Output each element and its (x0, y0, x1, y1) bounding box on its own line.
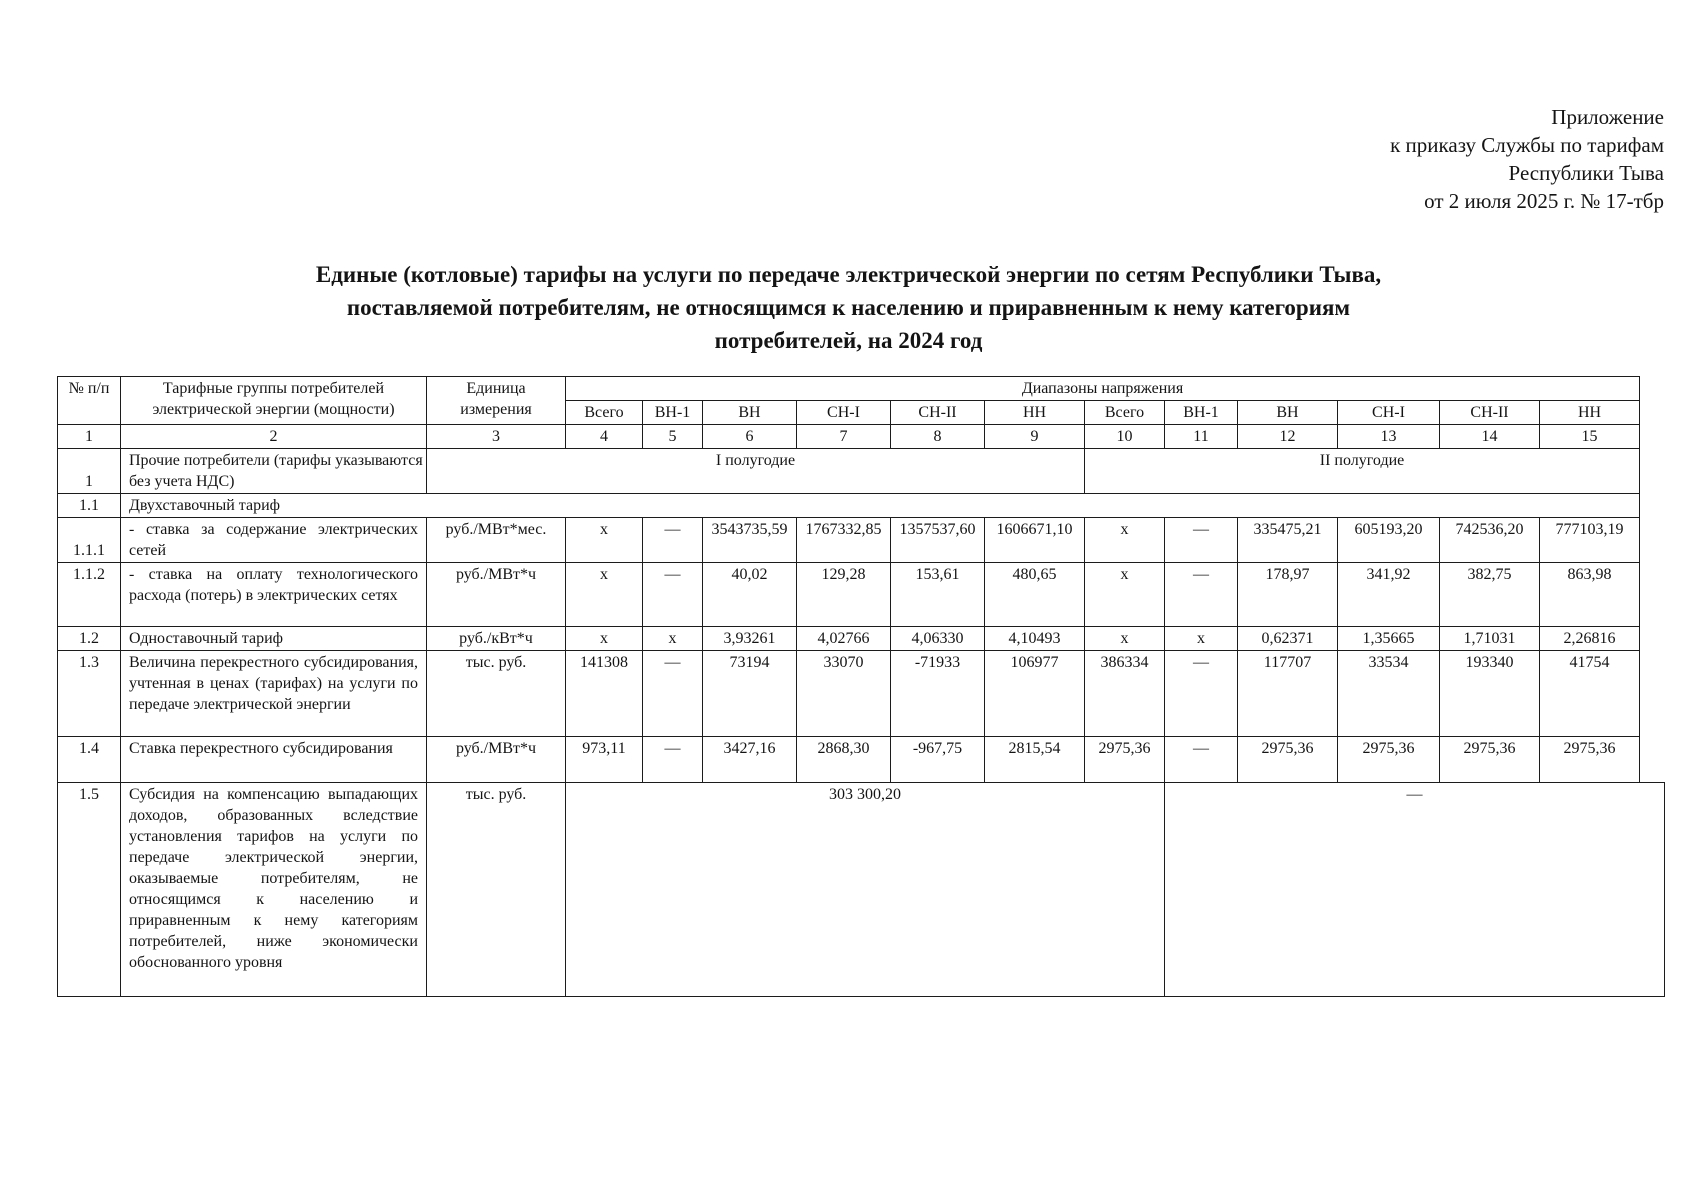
value-cell: 141308 (566, 651, 643, 737)
row-num: 1.1.1 (58, 518, 121, 563)
value-cell: 742536,20 (1440, 518, 1540, 563)
value-cell: 1606671,10 (985, 518, 1085, 563)
value-cell: 3427,16 (703, 737, 797, 783)
value-cell: 153,61 (891, 563, 985, 627)
table-row (58, 651, 1665, 737)
value-cell: x (566, 563, 643, 627)
title-line-3: потребителей, на 2024 год (714, 328, 983, 353)
tariff-table (57, 376, 1665, 997)
value-cell: 2868,30 (797, 737, 891, 783)
value-cell: — (643, 518, 703, 563)
col-header-14: СН-II (1440, 401, 1540, 425)
value-cell: 4,02766 (797, 627, 891, 651)
row-num: 1.1.2 (58, 563, 121, 627)
value-cell: 106977 (985, 651, 1085, 737)
value-cell: 193340 (1440, 651, 1540, 737)
row-unit: руб./кВт*ч (427, 627, 566, 651)
value-cell: 1,35665 (1338, 627, 1440, 651)
row-unit: тыс. руб. (427, 651, 566, 737)
value-cell: 973,11 (566, 737, 643, 783)
value-cell: 0,62371 (1238, 627, 1338, 651)
value-cell: — (1165, 563, 1238, 627)
value-cell: x (1085, 627, 1165, 651)
appendix-line-4: от 2 июля 2025 г. № 17-тбр (1424, 189, 1664, 213)
header-unit: Единица измерения (427, 377, 566, 425)
value-cell: 777103,19 (1540, 518, 1640, 563)
col-index: 5 (643, 425, 703, 449)
col-index: 14 (1440, 425, 1540, 449)
col-index: 12 (1238, 425, 1338, 449)
value-cell: 41754 (1540, 651, 1640, 737)
row-label: Одноставочный тариф (121, 627, 427, 651)
row-num: 1.4 (58, 737, 121, 783)
value-cell: 2975,36 (1440, 737, 1540, 783)
value-cell: — (643, 737, 703, 783)
value-cell: 480,65 (985, 563, 1085, 627)
row-unit: руб./МВт*ч (427, 737, 566, 783)
col-index: 11 (1165, 425, 1238, 449)
value-cell: 1767332,85 (797, 518, 891, 563)
col-header-13: СН-I (1338, 401, 1440, 425)
subsidy-half-1: 303 300,20 (566, 783, 1165, 997)
value-cell: 386334 (1085, 651, 1165, 737)
col-index: 13 (1338, 425, 1440, 449)
value-cell: 129,28 (797, 563, 891, 627)
value-cell: x (1085, 518, 1165, 563)
col-index: 7 (797, 425, 891, 449)
value-cell: 3543735,59 (703, 518, 797, 563)
document-title (0, 258, 1697, 357)
col-index: 2 (121, 425, 427, 449)
value-cell: 73194 (703, 651, 797, 737)
col-header-7: СН-I (797, 401, 891, 425)
value-cell: 341,92 (1338, 563, 1440, 627)
value-cell: 33070 (797, 651, 891, 737)
value-cell: 40,02 (703, 563, 797, 627)
half-2-label: II полугодие (1085, 449, 1640, 494)
value-cell: x (1085, 563, 1165, 627)
header-voltage-ranges: Диапазоны напряжения (566, 377, 1640, 401)
title-line-2: поставляемой потребителям, не относящимся к населению и приравненным к нему категориям (346, 295, 1351, 320)
table-row (58, 563, 1665, 627)
row-label: Ставка перекрестного субсидирования (121, 737, 427, 783)
col-index: 8 (891, 425, 985, 449)
col-header-12: ВН (1238, 401, 1338, 425)
row-unit: руб./МВт*ч (427, 563, 566, 627)
col-index: 1 (58, 425, 121, 449)
value-cell: x (1165, 627, 1238, 651)
value-cell: x (566, 518, 643, 563)
col-header-15: НН (1540, 401, 1640, 425)
value-cell: 2975,36 (1085, 737, 1165, 783)
col-header-4: Всего (566, 401, 643, 425)
row-label: Величина перекрестного субсидирования, учтенная в ценах (тарифах) на услуги по передаче электрической энергии (121, 651, 427, 737)
value-cell: 178,97 (1238, 563, 1338, 627)
row-label: Двухставочный тариф (121, 494, 1640, 518)
value-cell: 1,71031 (1440, 627, 1540, 651)
header-group: Тарифные группы потребителей электрической энергии (мощности) (121, 377, 427, 425)
value-cell: 33534 (1338, 651, 1440, 737)
value-cell: 2975,36 (1238, 737, 1338, 783)
col-index: 9 (985, 425, 1085, 449)
appendix-line-3: Республики Тыва (1508, 161, 1664, 185)
value-cell: 3,93261 (703, 627, 797, 651)
section-num: 1 (58, 449, 121, 494)
col-index: 4 (566, 425, 643, 449)
value-cell: 863,98 (1540, 563, 1640, 627)
value-cell: 2815,54 (985, 737, 1085, 783)
table-row (58, 518, 1665, 563)
col-header-6: ВН (703, 401, 797, 425)
value-cell: 4,06330 (891, 627, 985, 651)
value-cell: — (643, 563, 703, 627)
col-index: 6 (703, 425, 797, 449)
value-cell: 1357537,60 (891, 518, 985, 563)
appendix-header (1390, 103, 1664, 215)
value-cell: -71933 (891, 651, 985, 737)
row-1-1 (58, 494, 1665, 518)
section-label: Прочие потребители (тарифы указываются без учета НДС) (121, 449, 427, 494)
col-header-5: ВН-1 (643, 401, 703, 425)
value-cell: 117707 (1238, 651, 1338, 737)
appendix-line-2: к приказу Службы по тарифам (1390, 133, 1664, 157)
header-row-1 (58, 377, 1665, 401)
col-header-11: ВН-1 (1165, 401, 1238, 425)
header-num: № п/п (58, 377, 121, 425)
value-cell: 2975,36 (1338, 737, 1440, 783)
value-cell: x (566, 627, 643, 651)
value-cell: -967,75 (891, 737, 985, 783)
row-unit: руб./МВт*мес. (427, 518, 566, 563)
value-cell: 335475,21 (1238, 518, 1338, 563)
value-cell: 605193,20 (1338, 518, 1440, 563)
subsidy-half-2: — (1165, 783, 1665, 997)
row-num: 1.3 (58, 651, 121, 737)
col-index: 3 (427, 425, 566, 449)
title-line-1: Единые (котловые) тарифы на услуги по передаче электрической энергии по сетям Республики Тыва, (315, 262, 1382, 287)
table-row (58, 737, 1665, 783)
col-header-10: Всего (1085, 401, 1165, 425)
section-row (58, 449, 1665, 494)
row-unit: тыс. руб. (427, 783, 566, 997)
table-row (58, 627, 1665, 651)
value-cell: — (1165, 737, 1238, 783)
value-cell: 2975,36 (1540, 737, 1640, 783)
row-label: - ставка на оплату технологического расхода (потерь) в электрических сетях (121, 563, 427, 627)
value-cell: — (1165, 651, 1238, 737)
value-cell: 2,26816 (1540, 627, 1640, 651)
index-row (58, 425, 1665, 449)
col-header-8: СН-II (891, 401, 985, 425)
col-index: 10 (1085, 425, 1165, 449)
value-cell: 382,75 (1440, 563, 1540, 627)
col-header-9: НН (985, 401, 1085, 425)
row-num: 1.5 (58, 783, 121, 997)
value-cell: — (1165, 518, 1238, 563)
row-num: 1.1 (58, 494, 121, 518)
row-num: 1.2 (58, 627, 121, 651)
value-cell: x (643, 627, 703, 651)
col-index: 15 (1540, 425, 1640, 449)
half-1-label: I полугодие (427, 449, 1085, 494)
value-cell: — (643, 651, 703, 737)
row-label: - ставка за содержание электрических сетей (121, 518, 427, 563)
row-label: Субсидия на компенсацию выпадающих доходов, образованных вследствие установления тарифов на услуги по передаче электрической энергии, оказываемые потребителям, не относящимся к населению и приравненным к нему категориям потребителей, ниже экономически обоснованного уровня (121, 783, 427, 997)
row-1-5 (58, 783, 1665, 997)
value-cell: 4,10493 (985, 627, 1085, 651)
appendix-line-1: Приложение (1551, 105, 1664, 129)
